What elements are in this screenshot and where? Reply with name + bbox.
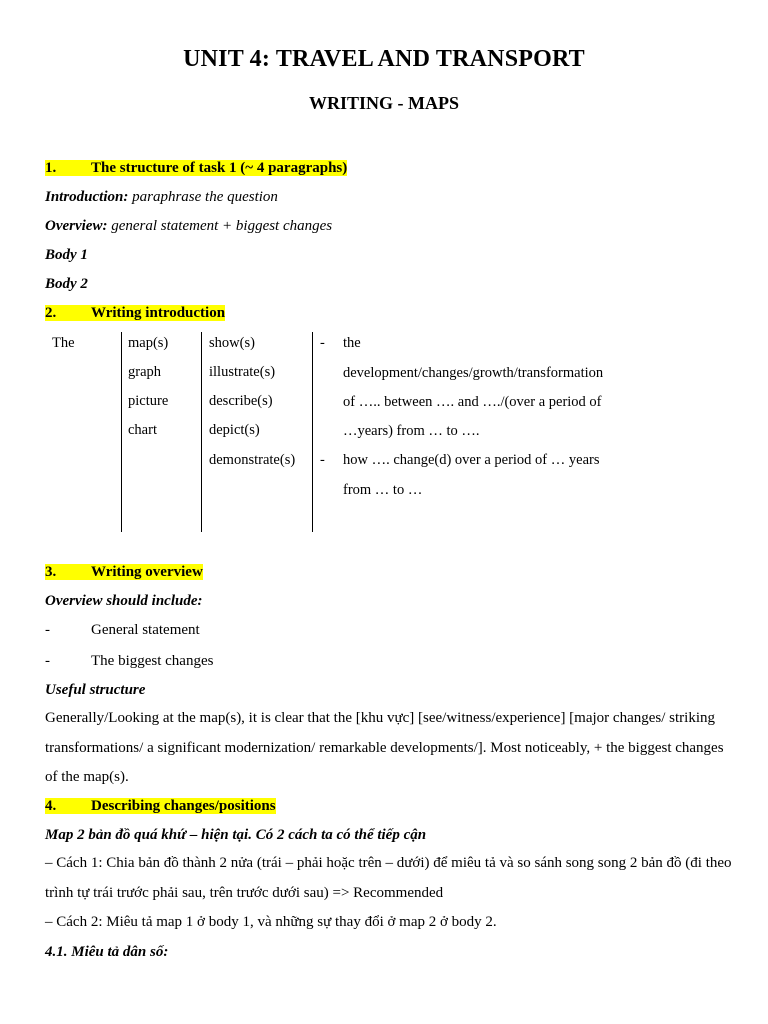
table-verb: illustrate(s) xyxy=(209,364,276,380)
section-4-number: 4. xyxy=(45,798,57,814)
approach-2-paragraph: – Cách 2: Miêu tả map 1 ở body 1, và những sự thay đổi ở map 2 ở body 2. xyxy=(45,914,497,930)
map2-approach-heading: Map 2 bản đồ quá khứ – hiện tại. Có 2 cách ta có thể tiếp cận xyxy=(45,827,427,843)
table-noun: graph xyxy=(128,364,162,380)
table-object-line: from … to … xyxy=(343,482,423,498)
overview-text: general statement + biggest changes xyxy=(107,218,333,234)
section-3-number: 3. xyxy=(45,564,57,580)
document-title: UNIT 4: TRAVEL AND TRANSPORT xyxy=(183,46,585,72)
table-bullet: - xyxy=(320,452,325,468)
table-noun: picture xyxy=(128,393,169,409)
overview-line xyxy=(45,216,332,236)
table-verb: describe(s) xyxy=(209,393,273,409)
section-4-title: Describing changes/positions xyxy=(91,798,276,814)
body-2-label: Body 2 xyxy=(45,276,88,292)
document-subtitle: WRITING - MAPS xyxy=(308,93,459,113)
table-noun: chart xyxy=(128,422,157,438)
section-2-heading xyxy=(45,303,225,323)
section-1-number: 1. xyxy=(45,160,57,176)
list-dash: - xyxy=(45,622,50,638)
table-divider xyxy=(312,332,313,532)
section-1-heading xyxy=(45,158,347,178)
useful-structure-label: Useful structure xyxy=(45,682,146,698)
table-divider xyxy=(121,332,122,532)
table-object-line: how …. change(d) over a period of … years xyxy=(343,452,600,468)
useful-structure-paragraph: Generally/Looking at the map(s), it is clear that the [khu vực] [see/witness/experience] [major changes/ striking transformations/ a significant modernization/ remarkable developments/]. Most noticeably, + the biggest changes of the map(s). xyxy=(45,710,724,785)
table-verb: demonstrate(s) xyxy=(209,452,296,468)
table-object-line: …years) from … to …. xyxy=(343,423,480,439)
table-bullet: - xyxy=(320,335,325,351)
list-item xyxy=(45,620,200,640)
table-divider xyxy=(201,332,202,532)
table-object-line: development/changes/growth/transformation xyxy=(343,365,604,381)
section-2-number: 2. xyxy=(45,305,57,321)
section-1-title: The structure of task 1 (~ 4 paragraphs) xyxy=(91,160,348,176)
section-2-title: Writing introduction xyxy=(91,305,226,321)
table-verb: show(s) xyxy=(209,335,255,351)
overview-include-label: Overview should include: xyxy=(45,593,203,609)
list-item-text: General statement xyxy=(91,622,200,638)
section-4-heading xyxy=(45,796,276,816)
introduction-label: Introduction: xyxy=(45,189,129,205)
list-item-text: The biggest changes xyxy=(91,653,214,669)
introduction-text: paraphrase the question xyxy=(128,189,278,205)
table-verb: depict(s) xyxy=(209,422,260,438)
introduction-line xyxy=(45,187,278,207)
approach-1-paragraph: – Cách 1: Chia bản đồ thành 2 nửa (trái – phải hoặc trên – dưới) để miêu tả và so sánh song song 2 bản đồ (đi theo trình tự trái trước phải sau, trên trước dưới sau) => Recommended xyxy=(45,855,732,901)
table-col-the: The xyxy=(52,335,75,351)
body-1-label: Body 1 xyxy=(45,247,88,263)
section-3-title: Writing overview xyxy=(91,564,203,580)
table-object-line: the xyxy=(343,335,361,351)
table-object-line: of ….. between …. and …./(over a period of xyxy=(343,394,602,410)
list-dash: - xyxy=(45,653,50,669)
list-item xyxy=(45,651,213,671)
subsection-4-1-heading: 4.1. Miêu tả dân số: xyxy=(45,944,169,960)
overview-label: Overview: xyxy=(45,218,108,234)
table-noun: map(s) xyxy=(128,335,169,351)
section-3-heading xyxy=(45,562,203,582)
